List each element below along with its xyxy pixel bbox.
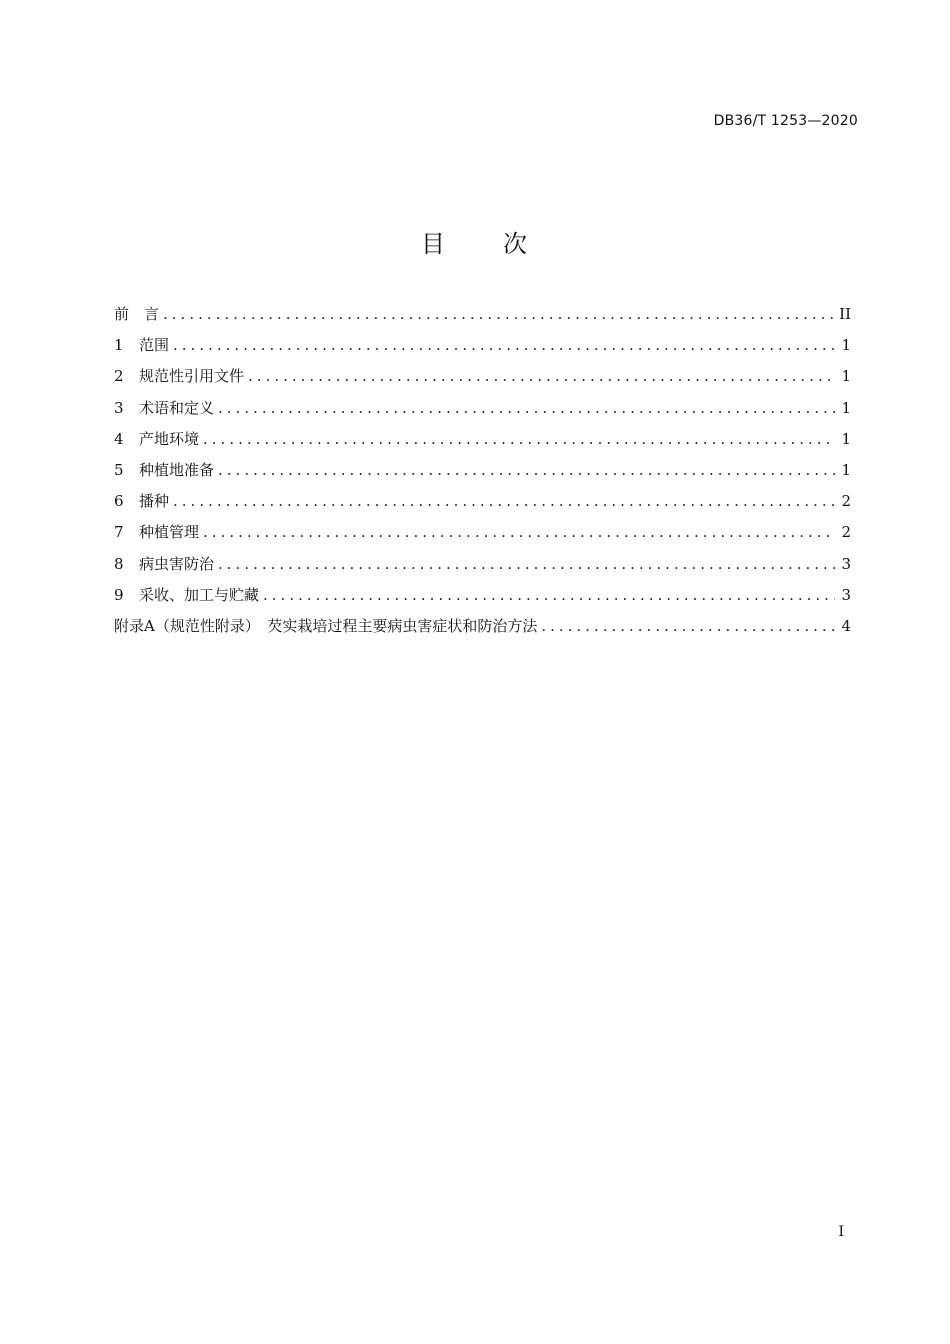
toc-leader-dots [218,458,835,482]
toc-entry-title: 附录A（规范性附录） 芡实栽培过程主要病虫害症状和防治方法 [114,616,538,635]
toc-entry-title: 规范性引用文件 [139,367,245,386]
toc-leader-dots [248,364,835,388]
toc-entry-title: 产地环境 [139,429,200,448]
toc-entry-appendix-a[interactable] [114,614,851,645]
toc-leader-dots [203,427,835,451]
toc-entry-title: 范围 [139,336,170,355]
table-of-contents [114,302,851,645]
toc-entry-page: 3 [841,554,851,573]
toc-leader-dots [163,302,833,326]
toc-entry-6[interactable] [114,489,851,520]
toc-entry-2[interactable] [114,364,851,395]
toc-entry-number: 6 [114,492,124,511]
toc-leader-dots [218,552,835,576]
toc-entry-title: 病虫害防治 [139,554,215,573]
toc-entry-page: 1 [841,460,851,479]
title-char-1: 目 [421,230,447,258]
toc-entry-7[interactable] [114,520,851,551]
toc-entry-page: 1 [841,336,851,355]
toc-entry-number: 9 [114,585,124,604]
toc-leader-dots [541,614,835,638]
toc-entry-number: 5 [114,460,124,479]
toc-entry-4[interactable] [114,427,851,458]
toc-entry-title: 术语和定义 [139,398,215,417]
toc-entry-page: II [839,305,851,323]
toc-entry-1[interactable] [114,333,851,364]
toc-entry-number: 2 [114,367,124,386]
toc-entry-title: 采收、加工与贮藏 [139,585,260,604]
toc-entry-page: 4 [841,616,851,635]
toc-entry-3[interactable] [114,396,851,427]
toc-entry-number: 4 [114,429,124,448]
toc-entry-number: 8 [114,554,124,573]
toc-leader-dots [173,333,835,357]
document-code: DB36/T 1253—2020 [713,113,858,129]
toc-entry-title: 播种 [139,492,170,511]
toc-entry-title: 种植管理 [139,523,200,542]
toc-entry-number: 3 [114,398,124,417]
toc-leader-dots [218,396,835,420]
toc-entry-page: 1 [841,429,851,448]
toc-entry-number: 1 [114,336,124,355]
toc-leader-dots [263,583,835,607]
toc-leader-dots [203,520,835,544]
toc-entry-9[interactable] [114,583,851,614]
toc-entry-page: 1 [841,367,851,386]
page-title [0,224,950,259]
toc-entry-preface[interactable] [114,302,851,333]
page-number: I [838,1224,844,1240]
toc-leader-dots [173,489,835,513]
toc-entry-title: 种植地准备 [139,460,215,479]
toc-entry-number: 7 [114,523,124,542]
toc-entry-page: 2 [841,492,851,511]
toc-entry-page: 1 [841,398,851,417]
toc-entry-5[interactable] [114,458,851,489]
toc-entry-page: 3 [841,585,851,604]
toc-entry-page: 2 [841,523,851,542]
title-char-2: 次 [503,230,529,258]
toc-entry-8[interactable] [114,552,851,583]
toc-entry-title: 前 言 [114,305,160,323]
